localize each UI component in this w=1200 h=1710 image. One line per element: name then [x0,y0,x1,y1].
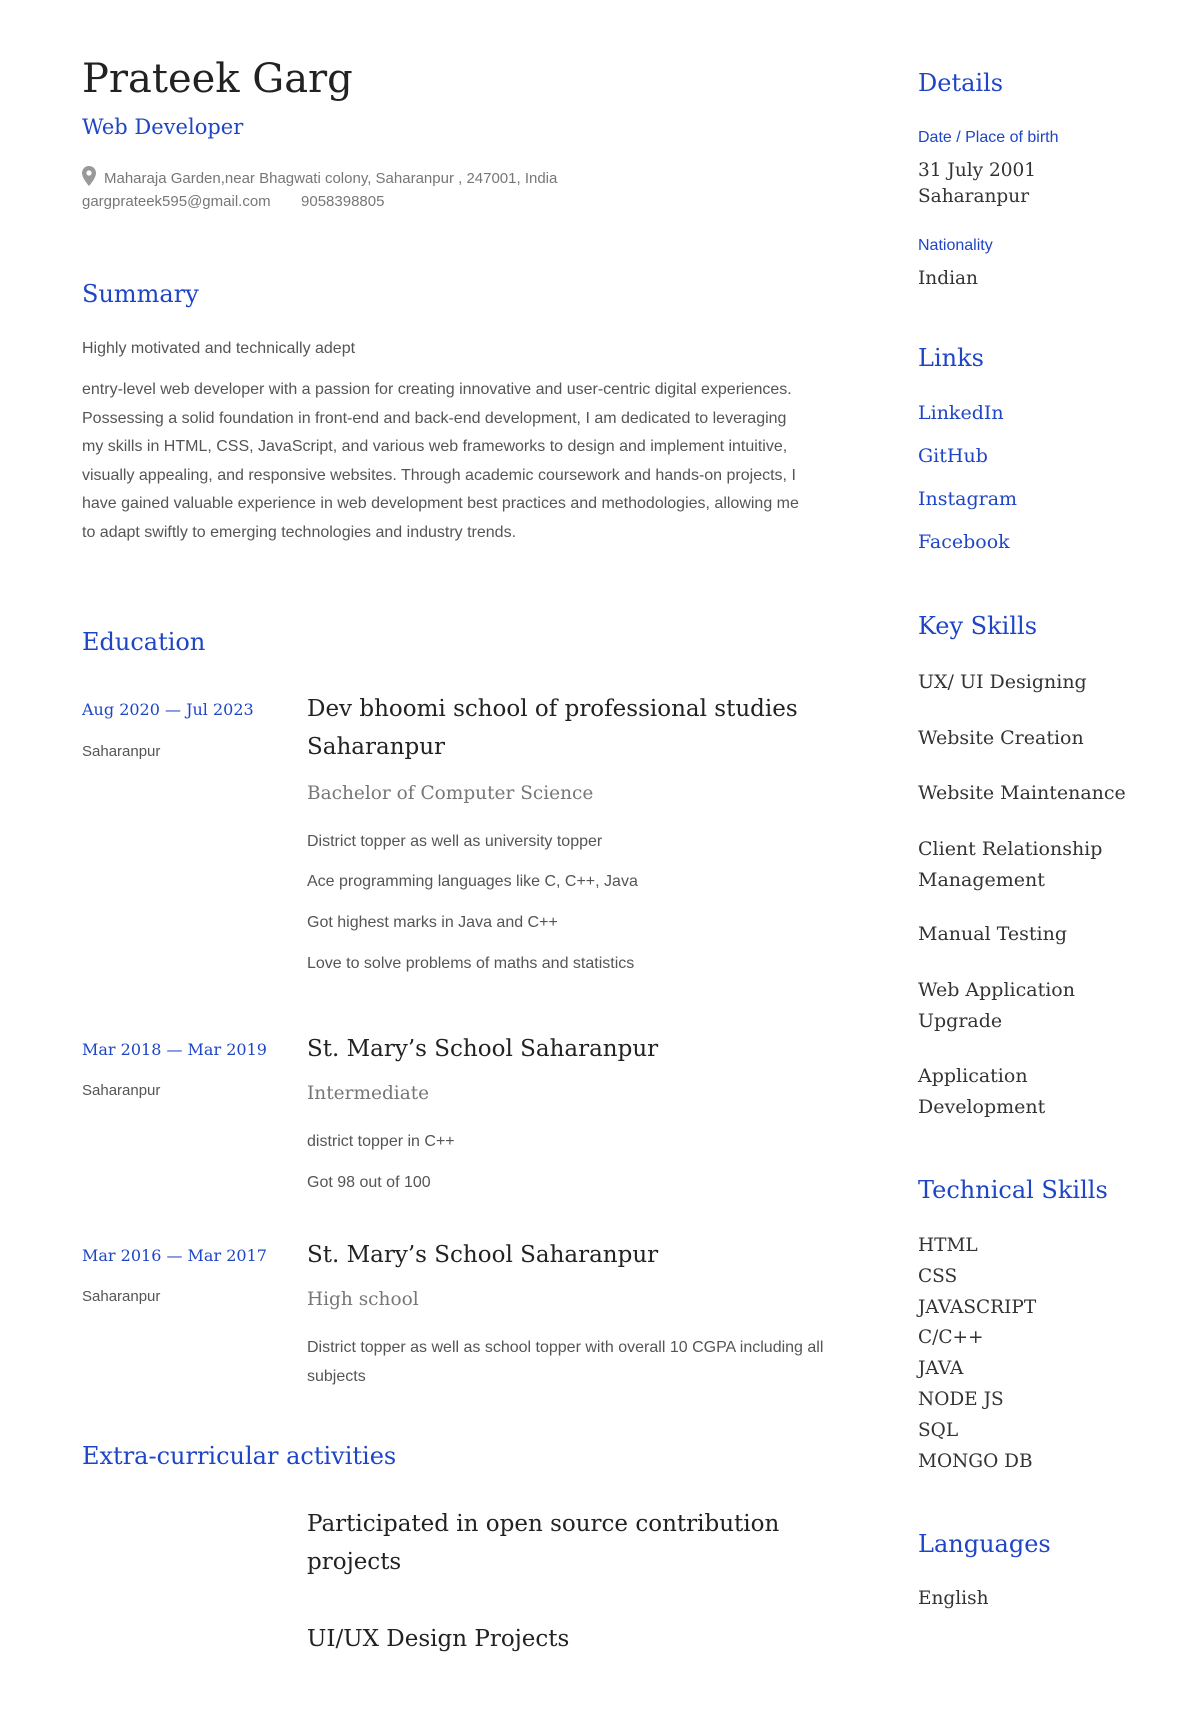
nationality-value: Indian [918,268,978,289]
link-facebook[interactable]: Facebook [918,531,1010,553]
contact-line [82,193,384,210]
summary-line: Highly motivated and technically adept [82,340,356,357]
link-instagram[interactable]: Instagram [918,488,1018,510]
education-location: Saharanpur [82,1288,161,1305]
activity-item: UI/UX Design Projects [307,1626,570,1652]
key-skill: Manual Testing [918,923,1068,945]
activity-item: Participated in open source contribution projects [307,1511,780,1575]
summary-paragraph: entry-level web developer with a passion for creating innovative and user-centric digital experiences. Possessing a solid foundation in front-end and back-end development, I am dedicated to leveraging my skills in HTML, CSS, JavaScript, and various web frameworks to design and implement intuitive, visually appealing, and responsive websites. Through academic coursework and hands-on projects, I have gained valuable experience in web development best practices and methodologies, allowing me to adapt swiftly to emerging technologies and industry trends. [82,381,799,541]
nationality-label: Nationality [918,237,993,254]
education-dates: Mar 2018 — Mar 2019 [82,1040,267,1059]
link-github[interactable]: GitHub [918,445,988,467]
technical-skills-list [918,1231,1036,1477]
address-text: Maharaja Garden,near Bhagwati colony, Saharanpur , 247001, India [104,170,558,187]
technical-skill: SQL [918,1419,959,1441]
technical-skill: JAVA [918,1358,964,1380]
email[interactable]: gargprateek595@gmail.com [82,193,271,210]
technical-skill: C/C++ [918,1327,984,1349]
key-skill: Website Maintenance [918,782,1126,804]
dob-label: Date / Place of birth [918,129,1059,146]
education-bullet: Got 98 out of 100 [307,1174,431,1191]
education-bullet: Got highest marks in Java and C++ [307,914,558,931]
technical-skill: MONGO DB [918,1450,1033,1472]
address-line [82,166,557,187]
technical-skill: JAVASCRIPT [918,1296,1037,1318]
key-skill: Web Application Upgrade [918,979,1075,1032]
education-bullet: Ace programming languages like C, C++, Java [307,873,638,890]
dob-value: 31 July 2001 [918,160,1037,181]
details-heading: Details [918,69,1004,97]
language-item: English [918,1588,989,1609]
links-heading: Links [918,344,984,372]
education-heading: Education [82,628,206,656]
education-bullet: District topper as well as university topper [307,833,603,850]
map-pin-icon [82,166,96,186]
degree: Intermediate [307,1083,430,1104]
degree: Bachelor of Computer Science [307,783,594,804]
education-bullet: district topper in C++ [307,1133,455,1150]
phone[interactable]: 9058398805 [301,193,385,210]
education-location: Saharanpur [82,743,161,760]
extra-curricular-heading: Extra-curricular activities [82,1442,397,1470]
key-skill: Website Creation [918,727,1084,749]
education-dates: Mar 2016 — Mar 2017 [82,1246,267,1265]
technical-skill: CSS [918,1265,958,1287]
candidate-name: Prateek Garg [82,56,353,102]
technical-skills-heading: Technical Skills [918,1176,1108,1204]
degree: High school [307,1289,419,1310]
key-skill: Application Development [918,1065,1046,1118]
education-bullet: Love to solve problems of maths and statistics [307,955,635,972]
school-name: St. Mary’s School Saharanpur [307,1242,659,1268]
link-linkedin[interactable]: LinkedIn [918,402,1004,424]
education-location: Saharanpur [82,1082,161,1099]
school-name: St. Mary’s School Saharanpur [307,1036,659,1062]
summary-heading: Summary [82,280,199,308]
education-bullet: District topper as well as school topper with overall 10 CGPA including all subjects [307,1339,824,1385]
key-skill: Client Relationship Management [918,838,1103,891]
key-skill: UX/ UI Designing [918,671,1087,693]
languages-heading: Languages [918,1530,1051,1558]
technical-skill: NODE JS [918,1388,1004,1410]
key-skills-heading: Key Skills [918,612,1038,640]
education-dates: Aug 2020 — Jul 2023 [82,700,254,719]
birthplace-value: Saharanpur [918,186,1030,207]
technical-skill: HTML [918,1235,978,1256]
school-name: Dev bhoomi school of professional studies Saharanpur [307,696,798,760]
job-title: Web Developer [82,115,244,139]
